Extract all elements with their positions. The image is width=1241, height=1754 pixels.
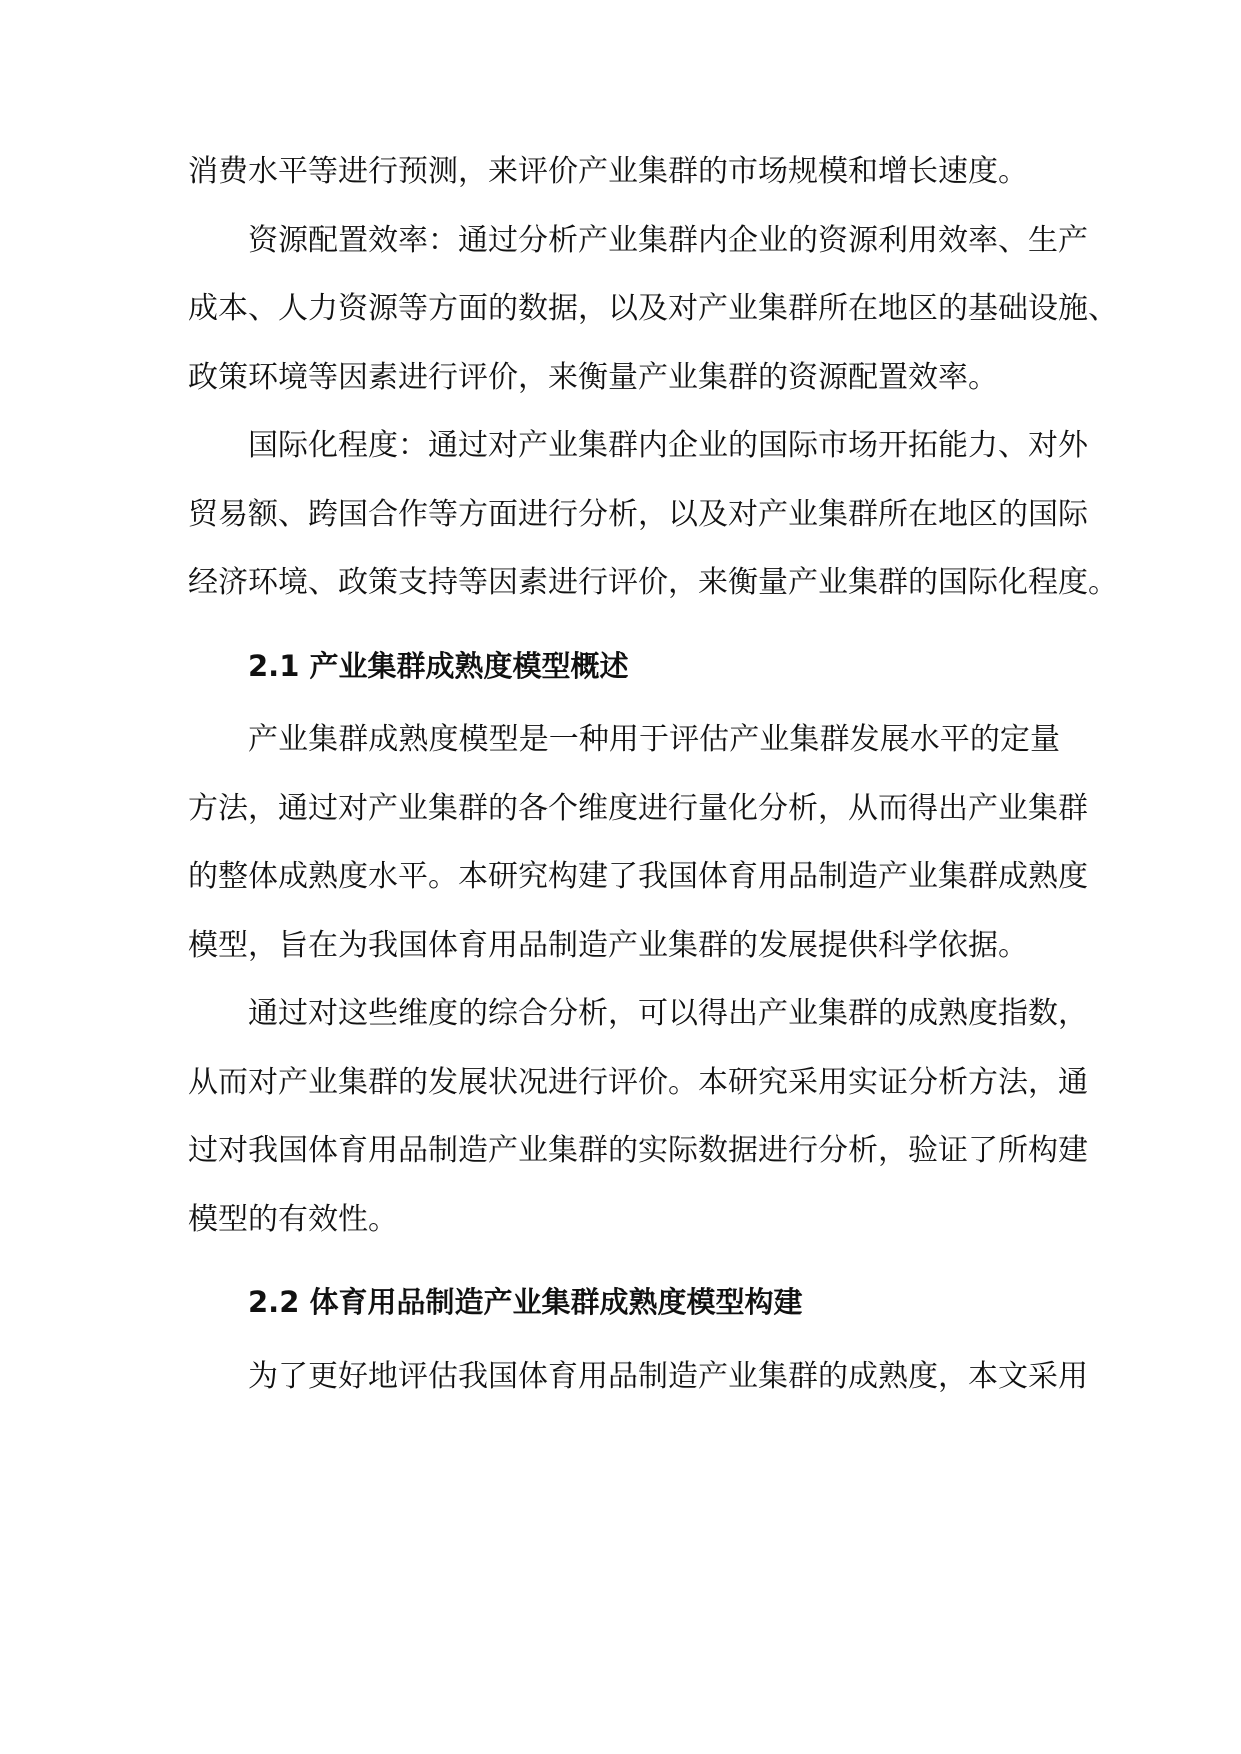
paragraph-line: 贸易额、跨国合作等方面进行分析，以及对产业集群所在地区的国际 bbox=[188, 496, 1088, 532]
paragraph-line: 资源配置效率：通过分析产业集群内企业的资源利用效率、生产 bbox=[248, 222, 1088, 258]
paragraph-line: 模型，旨在为我国体育用品制造产业集群的发展提供科学依据。 bbox=[188, 927, 1028, 963]
paragraph-line: 消费水平等进行预测，来评价产业集群的市场规模和增长速度。 bbox=[188, 154, 1028, 189]
paragraph-line: 国际化程度：通过对产业集群内企业的国际市场开拓能力、对外 bbox=[248, 428, 1088, 463]
paragraph-line: 模型的有效性。 bbox=[188, 1201, 398, 1237]
paragraph-line: 政策环境等因素进行评价，来衡量产业集群的资源配置效率。 bbox=[188, 359, 998, 395]
paragraph-line: 为了更好地评估我国体育用品制造产业集群的成熟度，本文采用 bbox=[248, 1358, 1088, 1394]
spacer bbox=[188, 1254, 1060, 1268]
document-body bbox=[188, 138, 1118, 1411]
paragraph-line: 成本、人力资源等方面的数据，以及对产业集群所在地区的基础设施、 bbox=[188, 291, 1118, 326]
paragraph-line: 经济环境、政策支持等因素进行评价，来衡量产业集群的国际化程度。 bbox=[188, 565, 1118, 600]
paragraph-line: 方法，通过对产业集群的各个维度进行量化分析，从而得出产业集群 bbox=[188, 790, 1088, 826]
paragraph-line: 过对我国体育用品制造产业集群的实际数据进行分析，验证了所构建 bbox=[188, 1133, 1088, 1168]
paragraph-line: 从而对产业集群的发展状况进行评价。本研究采用实证分析方法，通 bbox=[188, 1064, 1088, 1100]
paragraph-line: 的整体成熟度水平。本研究构建了我国体育用品制造产业集群成熟度 bbox=[188, 859, 1088, 894]
paragraph-line: 通过对这些维度的综合分析，可以得出产业集群的成熟度指数， bbox=[248, 996, 1088, 1031]
section-heading-2-2: 2.2 体育用品制造产业集群成熟度模型构建 bbox=[248, 1285, 803, 1319]
paragraph-line: 产业集群成熟度模型是一种用于评估产业集群发展水平的定量 bbox=[248, 722, 1060, 757]
section-heading-2-1: 2.1 产业集群成熟度模型概述 bbox=[248, 648, 629, 683]
spacer bbox=[188, 618, 1060, 632]
